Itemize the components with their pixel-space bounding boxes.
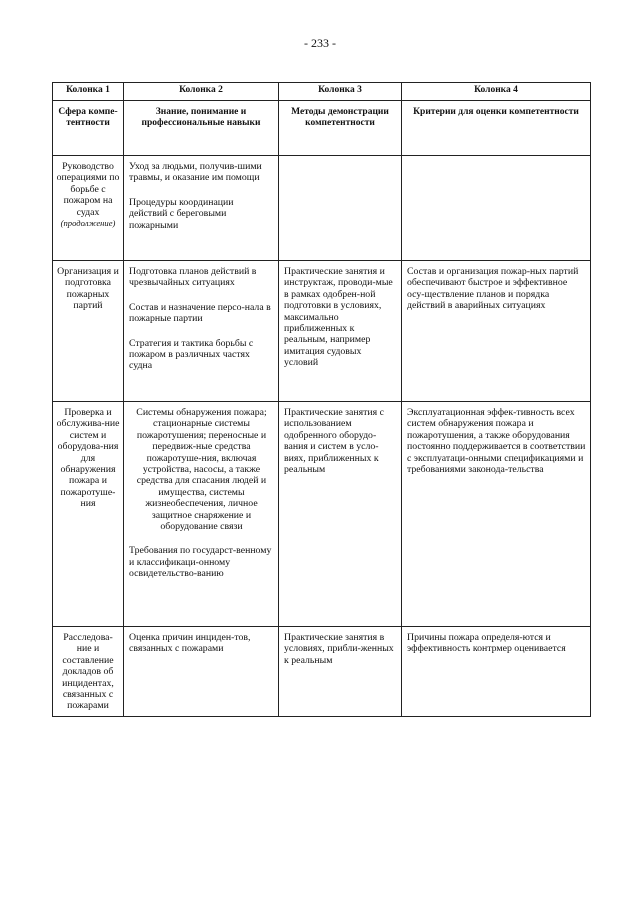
methods-cell bbox=[279, 402, 402, 627]
criteria-cell bbox=[402, 261, 591, 402]
criteria-cell bbox=[402, 627, 591, 717]
knowledge-cell bbox=[124, 402, 279, 627]
page-number: - 233 - bbox=[304, 36, 336, 50]
column-title-criteria: Критерии для оценки компетентности bbox=[402, 101, 591, 156]
methods-cell bbox=[279, 627, 402, 717]
column-title-methods: Методы демонстрации компетентности bbox=[279, 101, 402, 156]
knowledge-item: Подготовка планов действий в чрезвычайных ситуациях bbox=[129, 266, 257, 289]
competence-cell bbox=[53, 627, 124, 717]
competence-cell bbox=[53, 261, 124, 402]
table-row bbox=[53, 402, 591, 627]
knowledge-item: Системы обнаружения пожара; стационарные системы пожаротушения; переносные и передвиж-ные средства пожаротуше-ния, включая устройства, насосы, а также средства для спасания людей и имущества, системы жизнеобеспечения, личное защитное снаряжение и оборудование связи bbox=[136, 407, 267, 533]
column-title-knowledge: Знание, понимание и профессиональные навыки bbox=[124, 101, 279, 156]
table-row bbox=[53, 156, 591, 261]
knowledge-item: Состав и назначение персо-нала в пожарные партии bbox=[129, 301, 271, 325]
column-title-row bbox=[53, 101, 591, 156]
criteria-text: Причины пожара определя-ются и эффективность контрмер оценивается bbox=[407, 632, 566, 655]
knowledge-cell bbox=[124, 627, 279, 717]
knowledge-item: Уход за людьми, получив-шими травмы, и оказание им помощи bbox=[129, 161, 262, 184]
column-number-row bbox=[53, 83, 591, 101]
competence-table bbox=[52, 82, 591, 717]
knowledge-item: Процедуры координации действий с береговыми пожарными bbox=[129, 196, 234, 231]
methods-text: Практические занятия с использованием одобренного оборудо-вания и систем в усло-виях, приближенных к реальным bbox=[284, 407, 384, 476]
competence-text: Руководство операциями по борьбе с пожаром на судах bbox=[56, 161, 120, 218]
knowledge-item: Оценка причин инциден-тов, связанных с пожарами bbox=[129, 632, 251, 655]
knowledge-cell bbox=[124, 156, 279, 261]
criteria-text: Состав и организация пожар-ных партий обеспечивают быстрое и эффективное осу-ществление планов и порядка действий в аварийных ситуациях bbox=[407, 266, 579, 312]
methods-text: Практические занятия в условиях, прибли-женных к реальным bbox=[284, 632, 394, 666]
methods-cell bbox=[279, 261, 402, 402]
column-title-competence: Сфера компе-тентности bbox=[53, 101, 124, 156]
knowledge-cell bbox=[124, 261, 279, 402]
criteria-text bbox=[402, 156, 590, 164]
column-number-3: Колонка 3 bbox=[279, 83, 402, 101]
competence-text: Организация и подготовка пожарных партий bbox=[57, 266, 119, 312]
competence-text: Расследова-ние и составление докладов об инцидентах, связанных с пожарами bbox=[62, 632, 114, 712]
table-row bbox=[53, 261, 591, 402]
criteria-cell bbox=[402, 402, 591, 627]
competence-text: Проверка и обслужива-ние систем и оборудова-ния для обнаружения пожара и пожаротуше-ния bbox=[56, 407, 120, 510]
methods-cell bbox=[279, 156, 402, 261]
criteria-cell bbox=[402, 156, 591, 261]
column-number-1: Колонка 1 bbox=[53, 83, 124, 101]
competence-cell bbox=[53, 156, 124, 261]
column-number-2: Колонка 2 bbox=[124, 83, 279, 101]
table-row bbox=[53, 627, 591, 717]
continuation-note: (продолжение) bbox=[60, 218, 116, 229]
methods-text bbox=[279, 156, 401, 164]
knowledge-item: Требования по государст-венному и классификаци-онному освидетельство-ванию bbox=[129, 545, 272, 580]
knowledge-item: Стратегия и тактика борьбы с пожаром в различных частях судна bbox=[129, 337, 254, 372]
methods-text: Практические занятия и инструктаж, проводи-мые в рамках одобрен-ной подготовки в условиях, максимально приближенных к реальным, например имитация судовых условий bbox=[284, 266, 393, 369]
criteria-text: Эксплуатационная эффек-тивность всех систем обнаружения пожара и пожаротушения, а также оборудования постоянно поддерживается в соответствии с эксплуатаци-онными спецификациями и требованиями законода-тельства bbox=[407, 407, 586, 476]
competence-cell bbox=[53, 402, 124, 627]
column-number-4: Колонка 4 bbox=[402, 83, 591, 101]
